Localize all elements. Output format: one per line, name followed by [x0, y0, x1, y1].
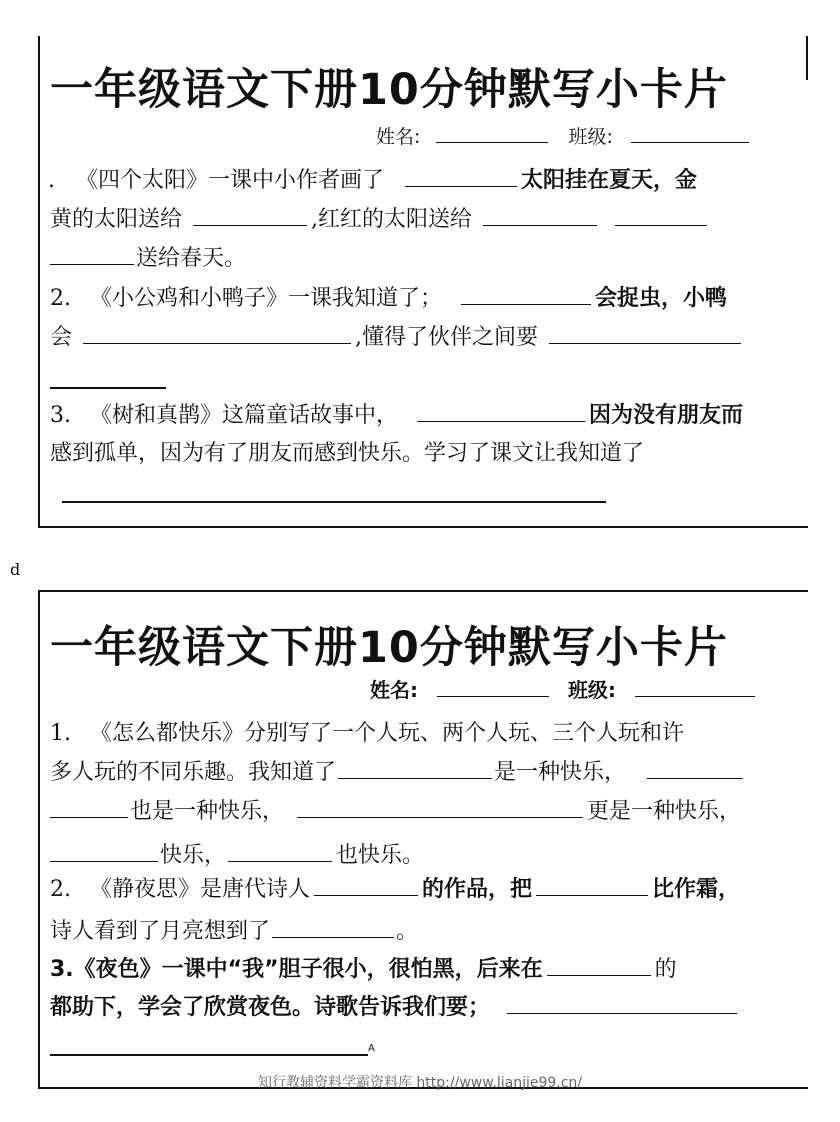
question-3-line-1 [50, 952, 677, 983]
question-text: 会 [50, 325, 73, 350]
question-text: 快乐， [160, 843, 227, 868]
question-text: 更是一种快乐， [587, 799, 742, 824]
question-number: 3. [50, 403, 71, 428]
answer-blank[interactable] [507, 993, 737, 1014]
dictation-card-2 [38, 590, 808, 1090]
question-1-line-3 [50, 241, 246, 272]
question-3-line-2 [50, 990, 737, 1021]
question-text: 也快乐。 [336, 843, 425, 868]
question-text: 《静夜思》是唐代诗人 [90, 877, 311, 902]
name-class-row [370, 674, 755, 703]
question-text: 《小公鸡和小鸭子》一课我知道了； [90, 286, 443, 311]
question-number: 2. [50, 877, 71, 902]
question-2-line-2 [50, 914, 418, 945]
answer-blank[interactable] [417, 401, 585, 422]
answer-blank[interactable] [547, 955, 651, 976]
answer-blank[interactable] [50, 1054, 368, 1056]
name-field[interactable] [436, 122, 548, 143]
card-top-border [38, 590, 808, 592]
question-text-bold: 太阳挂在夏天，金 [521, 168, 698, 193]
answer-blank[interactable] [405, 166, 517, 187]
answer-blank[interactable] [615, 205, 707, 226]
name-class-row [376, 122, 749, 149]
question-text: 多人玩的不同乐趣。我知道了 [50, 760, 337, 785]
question-text-bold: 会捉虫，小鸭 [595, 286, 728, 311]
question-text: 。 [396, 919, 419, 944]
question-2-line-1 [50, 872, 740, 903]
class-field[interactable] [635, 676, 755, 697]
class-label: 班级: [568, 126, 613, 148]
question-text: 黄的太阳送给 [50, 207, 183, 232]
answer-blank[interactable] [314, 875, 418, 896]
trailing-mark: A [368, 1043, 375, 1054]
question-text: 的 [654, 957, 677, 982]
class-field[interactable] [631, 122, 749, 143]
answer-blank[interactable] [228, 841, 332, 862]
answer-blank[interactable] [50, 244, 134, 265]
question-1-line-2 [50, 202, 707, 233]
question-1-line-1 [48, 163, 697, 194]
question-text: 送给春天。 [136, 246, 247, 271]
answer-blank[interactable] [483, 205, 597, 226]
card-title: 一年级语文下册10分钟默写小卡片 [50, 65, 728, 115]
card-title: 一年级语文下册10分钟默写小卡片 [50, 623, 728, 673]
question-1-line-1 [50, 716, 684, 747]
question-number: 2. [50, 286, 71, 311]
question-1-line-3 [50, 794, 741, 825]
name-label: 姓名: [376, 126, 421, 148]
question-3-line-1 [50, 398, 743, 429]
question-number: 1. [50, 721, 71, 746]
question-1-line-4 [50, 838, 424, 869]
answer-blank[interactable] [461, 284, 591, 305]
question-1-line-2 [50, 755, 743, 786]
question-text-bold: 比作霜， [652, 877, 741, 902]
class-label: 班级: [567, 678, 616, 702]
footer-watermark: 知行教辅资料学霸资料库 http://www.lianjie99.cn/ [257, 1075, 583, 1091]
name-label: 姓名: [370, 678, 418, 702]
question-text: 也是一种快乐， [130, 799, 285, 824]
card-right-border [806, 36, 808, 80]
question-text: 是一种快乐， [494, 760, 627, 785]
answer-blank[interactable] [193, 205, 307, 226]
question-2-line-1 [50, 281, 727, 312]
answer-blank[interactable] [338, 758, 492, 779]
question-text-bold: 的作品，把 [422, 877, 533, 902]
question-2-line-2 [50, 320, 741, 351]
question-text-bold: 都助下，学会了欣赏夜色。诗歌告诉我们要； [50, 995, 491, 1020]
answer-blank[interactable] [50, 387, 166, 389]
answer-blank[interactable] [62, 501, 606, 503]
question-text: 诗人看到了月亮想到了 [50, 919, 271, 944]
answer-blank[interactable] [536, 875, 648, 896]
dictation-card-1 [38, 36, 808, 528]
question-text: ,懂得了伙伴之间要 [355, 325, 539, 350]
answer-blank[interactable] [272, 917, 394, 938]
answer-blank[interactable] [297, 797, 583, 818]
question-text: 《树和真鹊》这篇童话故事中， [90, 403, 399, 428]
answer-blank[interactable] [50, 797, 128, 818]
question-text-bold: 3.《夜色》一课中“我”胆子很小，很怕黑，后来在 [50, 957, 543, 982]
name-field[interactable] [437, 676, 549, 697]
question-number: . [48, 168, 55, 193]
question-3-line-2: 感到孤单，因为有了朋友而感到快乐。学习了课文让我知道了 [50, 441, 645, 466]
card-left-border [38, 590, 40, 1087]
card-bottom-border [38, 526, 808, 528]
stray-mark: d [10, 560, 21, 579]
answer-blank[interactable] [50, 841, 158, 862]
question-text: ,红红的太阳送给 [311, 207, 473, 232]
answer-blank[interactable] [83, 323, 351, 344]
question-text: 《四个太阳》一课中小作者画了 [76, 168, 385, 193]
answer-blank[interactable] [549, 323, 741, 344]
question-text-bold: 因为没有朋友而 [589, 403, 744, 428]
question-text: 《怎么都快乐》分别写了一个人玩、两个人玩、三个人玩和许 [90, 721, 685, 746]
answer-blank[interactable] [647, 758, 743, 779]
card-left-border [38, 36, 40, 528]
